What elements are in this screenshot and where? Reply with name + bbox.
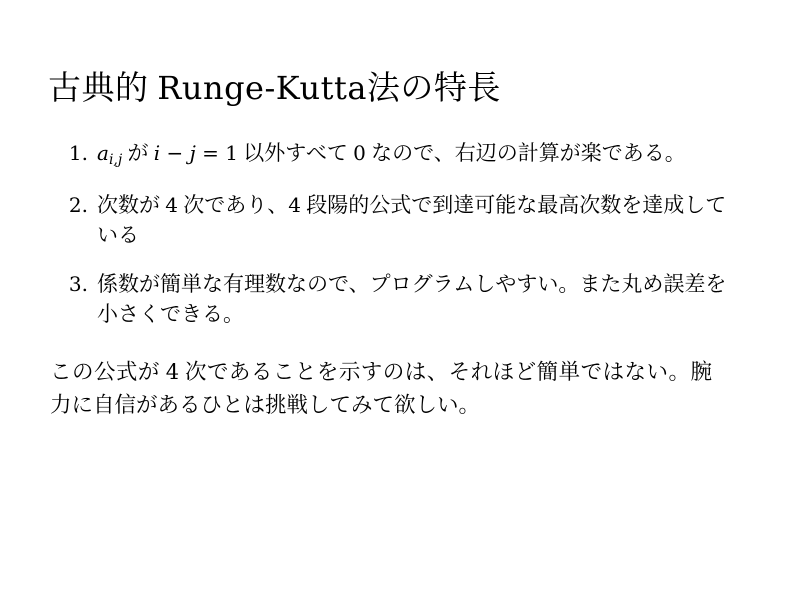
- math-a-subscript: i,j: [108, 151, 123, 168]
- math-i: i: [153, 141, 161, 165]
- math-j: j: [189, 141, 196, 165]
- closing-number: 4: [165, 360, 180, 385]
- math-zero: 0: [353, 141, 366, 165]
- list-item-text: [97, 139, 752, 171]
- feature-list: [48, 139, 752, 330]
- list-item-number: 3.: [68, 272, 88, 297]
- text-after-eq: 以外すべて: [238, 141, 354, 165]
- list-item: [48, 191, 752, 251]
- text-part-2: 次であり、: [177, 192, 289, 217]
- math-equals: =: [195, 141, 226, 165]
- number-four-a: 4: [165, 192, 178, 217]
- text-tail: なので、右辺の計算が楽である。: [365, 141, 686, 165]
- math-a-symbol: a: [97, 141, 109, 165]
- closing-text-1: この公式が: [50, 360, 166, 385]
- closing-paragraph: [50, 356, 752, 421]
- math-one: 1: [225, 141, 239, 165]
- closing-text-2: 次であることを示すのは、それほど簡単ではない。腕力に自信があるひとは挑戦してみて欲しい。: [50, 360, 712, 417]
- text-part-1: 次数が: [97, 192, 166, 217]
- math-minus: −: [160, 141, 190, 165]
- list-item-number: 2.: [68, 192, 88, 217]
- list-item-number: 1.: [68, 141, 88, 165]
- list-item: [48, 270, 752, 330]
- page-title: [48, 62, 752, 109]
- math-a: [97, 141, 123, 168]
- title-prefix: 古典的: [48, 71, 158, 107]
- list-item-text: 係数が簡単な有理数なので、プログラムしやすい。また丸め誤差を小さくできる。: [97, 272, 727, 327]
- text-after-a: が: [122, 141, 154, 165]
- text-part-3: 段陽的公式で到達可能な最高次数を達成している: [97, 192, 727, 247]
- number-four-b: 4: [288, 192, 301, 217]
- list-item: [48, 139, 752, 171]
- title-suffix: 法の特長: [366, 71, 501, 107]
- title-latin: Runge-Kutta: [157, 69, 367, 107]
- list-item-text: [97, 191, 752, 251]
